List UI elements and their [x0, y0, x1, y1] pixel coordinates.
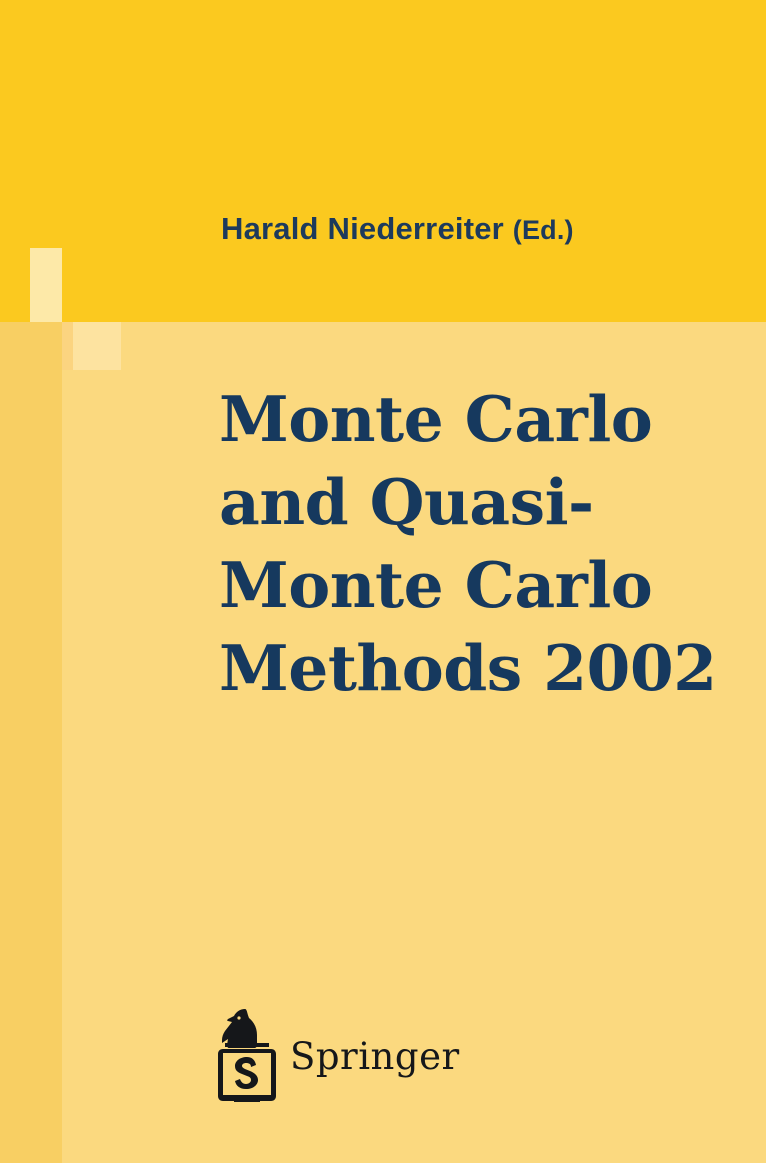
publisher-name: Springer — [290, 1035, 460, 1078]
cover-spine-strip-lower — [0, 322, 62, 1163]
title-line-4: Methods 2002 — [219, 631, 717, 705]
book-title — [219, 378, 739, 710]
editor-role: (Ed.) — [512, 215, 574, 245]
title-line-3: Monte Carlo — [219, 548, 653, 622]
springer-knight-logo-icon — [212, 1005, 282, 1105]
cover-top-band — [0, 0, 766, 322]
decorative-square-upper — [30, 248, 62, 322]
decorative-square-mid — [62, 322, 73, 370]
editor-line — [221, 211, 741, 247]
editor-name: Harald Niederreiter — [221, 211, 504, 246]
title-line-1: Monte Carlo — [219, 382, 653, 456]
publisher-logo-block — [212, 1005, 512, 1110]
title-line-2: and Quasi- — [219, 465, 594, 539]
decorative-square-lower — [73, 322, 121, 370]
